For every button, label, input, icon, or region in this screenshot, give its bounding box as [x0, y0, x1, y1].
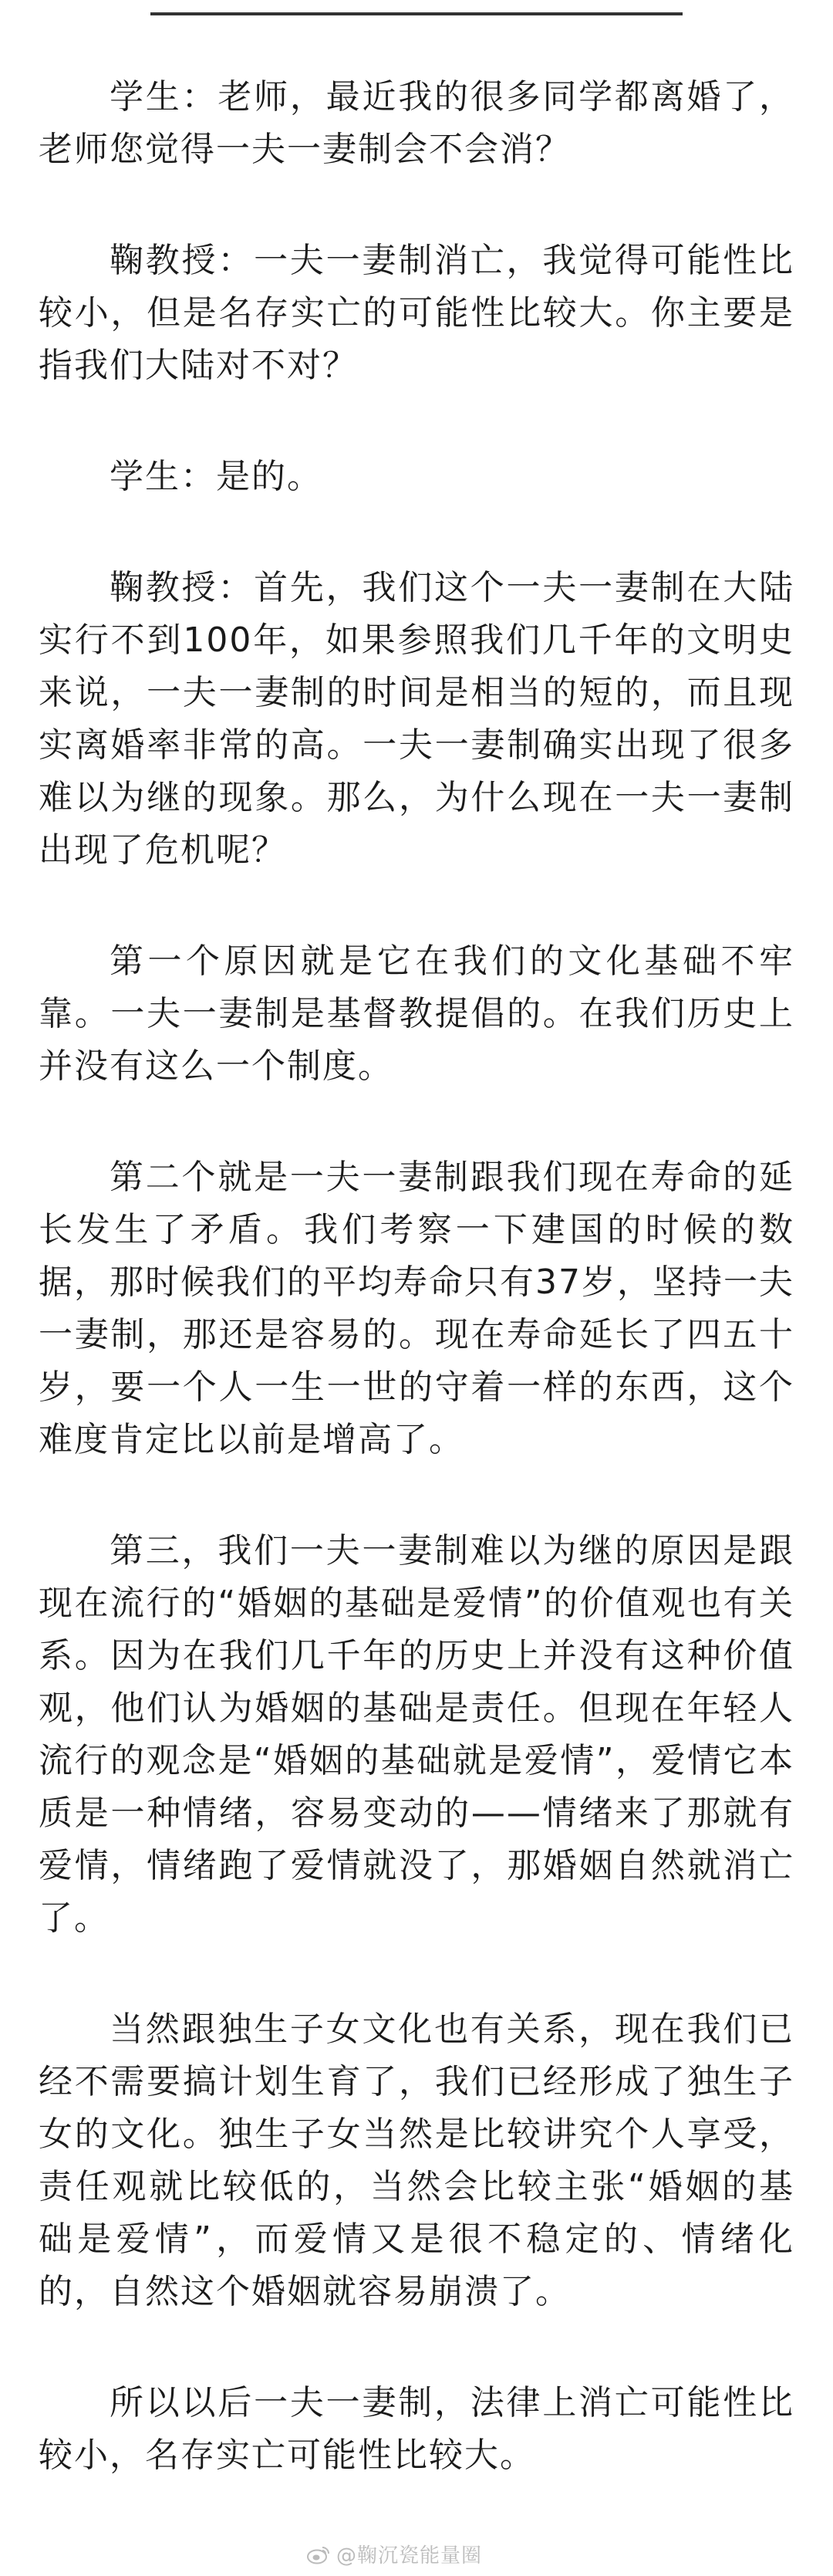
weibo-logo-icon: [307, 2544, 330, 2564]
paragraph-5: 第一个原因就是它在我们的文化基础不牢靠。一夫一妻制是基督教提倡的。在我们历史上并没有这么一个制度。: [39, 941, 794, 1086]
paragraph-1: 学生：老师，最近我的很多同学都离婚了，老师您觉得一夫一妻制会不会消？: [39, 77, 794, 169]
watermark: [307, 2540, 482, 2568]
paragraph-3: 学生：是的。: [110, 457, 322, 496]
paragraph-4: 鞠教授：首先，我们这个一夫一妻制在大陆实行不到100年，如果参照我们几千年的文明史来说，一夫一妻制的时间是相当的短的，而且现实离婚率非常的高。一夫一妻制确实出现了很多难以为继的现象。那么，为什么现在一夫一妻制出现了危机呢？: [39, 568, 794, 870]
watermark-text: @鞠沉瓷能量圈: [336, 2544, 483, 2568]
paragraph-8: 当然跟独生子女文化也有关系，现在我们已经不需要搞计划生育了，我们已经形成了独生子女的文化。独生子女当然是比较讲究个人享受，责任观就比较低的，当然会比较主张“婚姻的基础是爱情”，而爱情又是很不稳定的、情绪化的，自然这个婚姻就容易崩溃了。: [39, 2010, 794, 2311]
paragraph-2: 鞠教授：一夫一妻制消亡，我觉得可能性比较小，但是名存实亡的可能性比较大。你主要是指我们大陆对不对？: [39, 241, 794, 385]
paragraph-9: 所以以后一夫一妻制，法律上消亡可能性比较小，名存实亡可能性比较大。: [39, 2383, 794, 2475]
article-body: [39, 71, 794, 2482]
top-divider: [150, 12, 683, 15]
paragraph-7: 第三，我们一夫一妻制难以为继的原因是跟现在流行的“婚姻的基础是爱情”的价值观也有关系。因为在我们几千年的历史上并没有这种价值观，他们认为婚姻的基础是责任。但现在年轻人流行的观念是“婚姻的基础就是爱情”，爱情它本质是一种情绪，容易变动的——情绪来了那就有爱情，情绪跑了爱情就没了，那婚姻自然就消亡了。: [39, 1531, 794, 1938]
paragraph-6: 第二个就是一夫一妻制跟我们现在寿命的延长发生了矛盾。我们考察一下建国的时候的数据，那时候我们的平均寿命只有37岁，坚持一夫一妻制，那还是容易的。现在寿命延长了四五十岁，要一个人一生一世的守着一样的东西，这个难度肯定比以前是增高了。: [39, 1158, 794, 1459]
